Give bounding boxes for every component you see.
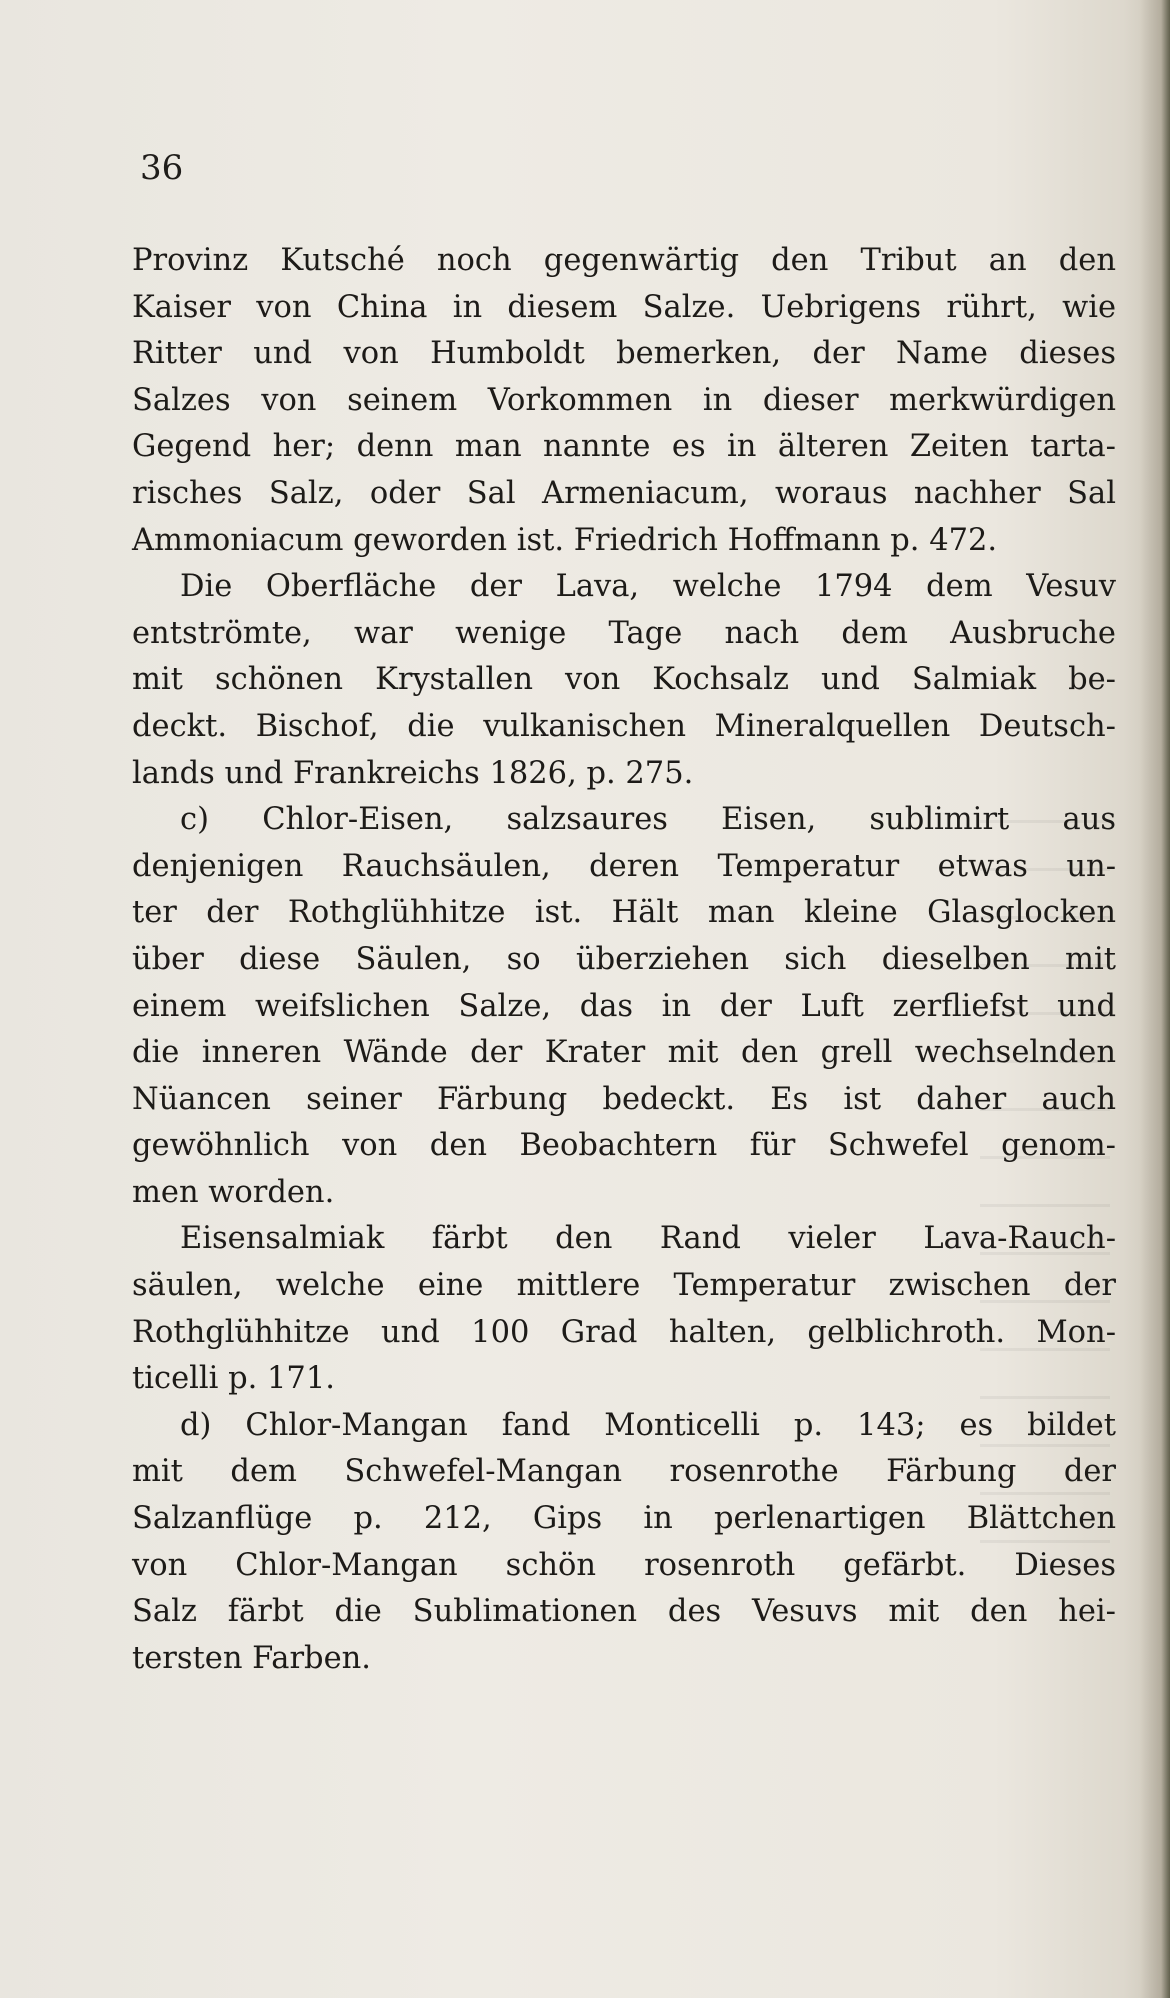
- paragraph: [132, 1403, 1116, 1683]
- text-line: deckt. Bischof, die vulkanischen Mineralquellen Deutsch-: [132, 708, 1116, 744]
- text-line: Ammoniacum geworden ist. Friedrich Hoffmann p. 472.: [132, 522, 998, 558]
- text-line: gewöhnlich von den Beobachtern für Schwefel genom-: [132, 1128, 1116, 1164]
- paragraph: [132, 238, 1116, 564]
- text-line: über diese Säulen, so überziehen sich dieselben mit: [132, 941, 1116, 977]
- text-line: entströmte, war wenige Tage nach dem Ausbruche: [132, 615, 1116, 651]
- text-line: Nüancen seiner Färbung bedeckt. Es ist daher auch: [132, 1081, 1116, 1117]
- text-line: Kaiser von China in diesem Salze. Uebrigens rührt, wie: [132, 289, 1116, 325]
- text-line: Gegend her; denn man nannte es in älteren Zeiten tarta-: [132, 429, 1116, 465]
- text-line: Provinz Kutsché noch gegenwärtig den Tribut an den: [132, 243, 1116, 278]
- text-line: Salzes von seinem Vorkommen in dieser merkwürdigen: [132, 382, 1116, 418]
- text-line: risches Salz, oder Sal Armeniacum, woraus nachher Sal: [132, 475, 1116, 511]
- text-line: denjenigen Rauchsäulen, deren Temperatur etwas un-: [132, 848, 1116, 884]
- text-line: c) Chlor-Eisen, salzsaures Eisen, sublimirt aus: [180, 802, 1116, 838]
- text-line: Salz färbt die Sublimationen des Vesuvs mit den hei-: [132, 1594, 1116, 1630]
- paragraph: [132, 564, 1116, 797]
- text-line: mit dem Schwefel-Mangan rosenrothe Färbung der: [132, 1454, 1116, 1490]
- text-line: die inneren Wände der Krater mit den grell wechselnden: [132, 1035, 1116, 1071]
- body-text: [132, 238, 1116, 1682]
- page-edge-shadow: [1140, 0, 1170, 1998]
- text-line: ter der Rothglühhitze ist. Hält man kleine Glasglocken: [132, 895, 1116, 931]
- text-line: Die Oberfläche der Lava, welche 1794 dem Vesuv: [180, 569, 1116, 605]
- text-line: mit schönen Krystallen von Kochsalz und Salmiak be-: [132, 662, 1116, 698]
- text-line: säulen, welche eine mittlere Temperatur zwischen der: [132, 1268, 1116, 1304]
- text-line: Salzanflüge p. 212, Gips in perlenartigen Blättchen: [132, 1501, 1116, 1537]
- text-line: Ritter und von Humboldt bemerken, der Name dieses: [132, 336, 1116, 372]
- text-line: von Chlor-Mangan schön rosenroth gefärbt. Dieses: [132, 1547, 1116, 1583]
- page-number: 36: [140, 148, 184, 188]
- text-line: men worden.: [132, 1174, 335, 1210]
- text-line: tersten Farben.: [132, 1640, 371, 1676]
- paragraph: [132, 797, 1116, 1216]
- text-line: d) Chlor-Mangan fand Monticelli p. 143; es bildet: [180, 1407, 1116, 1443]
- text-line: Eisensalmiak färbt den Rand vieler Lava-Rauch-: [180, 1221, 1116, 1257]
- text-line: Rothglühhitze und 100 Grad halten, gelblichroth. Mon-: [132, 1314, 1116, 1350]
- paragraph: [132, 1216, 1116, 1402]
- text-line: einem weifslichen Salze, das in der Luft zerfliefst und: [132, 988, 1116, 1024]
- text-line: ticelli p. 171.: [132, 1361, 335, 1397]
- text-line: lands und Frankreichs 1826, p. 275.: [132, 755, 694, 791]
